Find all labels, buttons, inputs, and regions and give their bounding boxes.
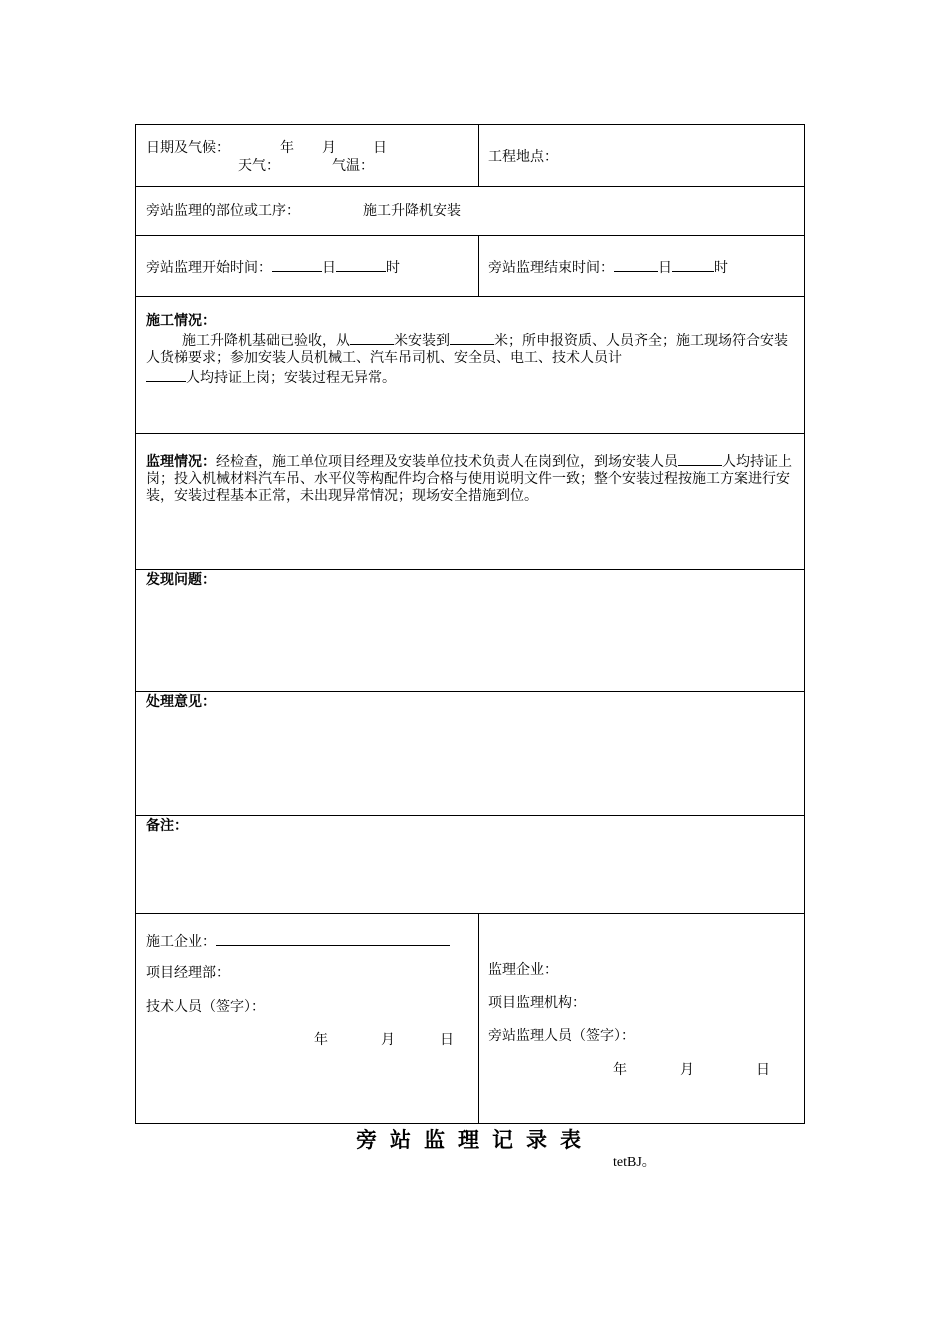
right-year-label: 年: [613, 1062, 627, 1078]
construction-company-blank[interactable]: [216, 931, 450, 946]
tech-signature-label: 技术人员（签字）：: [146, 999, 265, 1015]
construction-text-1: 施工升降机基础已验收，从: [182, 333, 350, 349]
to-meter-blank[interactable]: [450, 330, 494, 345]
weather-label: 天气：: [238, 158, 280, 174]
project-dept-label: 项目经理部：: [146, 965, 230, 981]
supervision-heading: 监理情况：: [146, 454, 216, 470]
construction-text-4: 人均持证上岗；安装过程无异常。: [186, 370, 396, 386]
date-weather-row: [136, 125, 804, 187]
supervision-company-label: 监理企业：: [488, 962, 558, 978]
remarks-heading: 备注：: [146, 818, 188, 834]
construction-company-label: 施工企业：: [146, 934, 216, 950]
onsite-personnel-blank[interactable]: [678, 451, 722, 466]
right-day-label: 日: [756, 1062, 770, 1078]
supervision-row: [136, 434, 804, 570]
start-time: [146, 257, 400, 277]
problems-heading: 发现问题：: [146, 572, 216, 588]
construction-heading: 施工情况：: [146, 313, 216, 329]
signature-row: [136, 914, 804, 1124]
construction-company: [146, 931, 450, 951]
footer-text: tetBJ。: [613, 1155, 656, 1170]
supervision-text-2: 人均持证上岗；投入机械材料汽车吊、水平仪等构配件均合格与使用说明文件一致；整个安装过程按施工方案进行安装，安装过程基本正常，未出现异常情况；现场安全措施到位。: [146, 454, 792, 504]
construction-row: [136, 297, 804, 434]
start-day-unit: 日: [322, 260, 336, 276]
personnel-count-blank[interactable]: [146, 367, 186, 382]
time-row: [136, 236, 804, 297]
column-divider: [478, 125, 479, 186]
start-hour-blank[interactable]: [336, 257, 386, 272]
end-time: [488, 257, 728, 277]
end-time-label: 旁站监理结束时间：: [488, 260, 614, 276]
site-label: 工程地点：: [488, 149, 558, 165]
start-day-blank[interactable]: [272, 257, 322, 272]
end-hour-blank[interactable]: [672, 257, 714, 272]
month-label: 月: [322, 140, 336, 156]
supervisor-signature-label: 旁站监理人员（签字）：: [488, 1028, 635, 1044]
left-year-label: 年: [314, 1032, 328, 1048]
construction-text-2: 米安装到: [394, 333, 450, 349]
record-form: [135, 124, 805, 1124]
opinions-heading: 处理意见：: [146, 694, 216, 710]
temperature-label: 气温：: [332, 158, 374, 174]
day-label: 日: [373, 140, 387, 156]
from-meter-blank[interactable]: [350, 330, 394, 345]
column-divider: [478, 914, 479, 1124]
start-hour-unit: 时: [386, 260, 400, 276]
construction-text: [146, 313, 794, 387]
end-hour-unit: 时: [714, 260, 728, 276]
construction-text-3: 米；所申报资质、人员齐全；施工现场符合安装人货梯要求；参加安装人员机械工、汽车吊司机、安全员、电工、技术人员计: [146, 333, 788, 366]
process-value: 施工升降机安装: [363, 203, 461, 219]
left-month-label: 月: [381, 1032, 395, 1048]
end-day-unit: 日: [658, 260, 672, 276]
supervision-text: [146, 451, 794, 505]
right-month-label: 月: [680, 1062, 694, 1078]
year-label: 年: [280, 140, 294, 156]
start-time-label: 旁站监理开始时间：: [146, 260, 272, 276]
column-divider: [478, 236, 479, 296]
opinions-row: [136, 692, 804, 816]
supervision-org-label: 项目监理机构：: [488, 995, 586, 1011]
date-weather-label: 日期及气候：: [146, 140, 230, 156]
problems-row: [136, 570, 804, 692]
process-row: [136, 187, 804, 236]
end-day-blank[interactable]: [614, 257, 658, 272]
form-title: 旁站监理记录表: [356, 1127, 594, 1152]
remarks-row: [136, 816, 804, 914]
left-day-label: 日: [440, 1032, 454, 1048]
process-label: 旁站监理的部位或工序：: [146, 203, 300, 219]
supervision-text-1: 经检查，施工单位项目经理及安装单位技术负责人在岗到位，到场安装人员: [216, 454, 678, 470]
